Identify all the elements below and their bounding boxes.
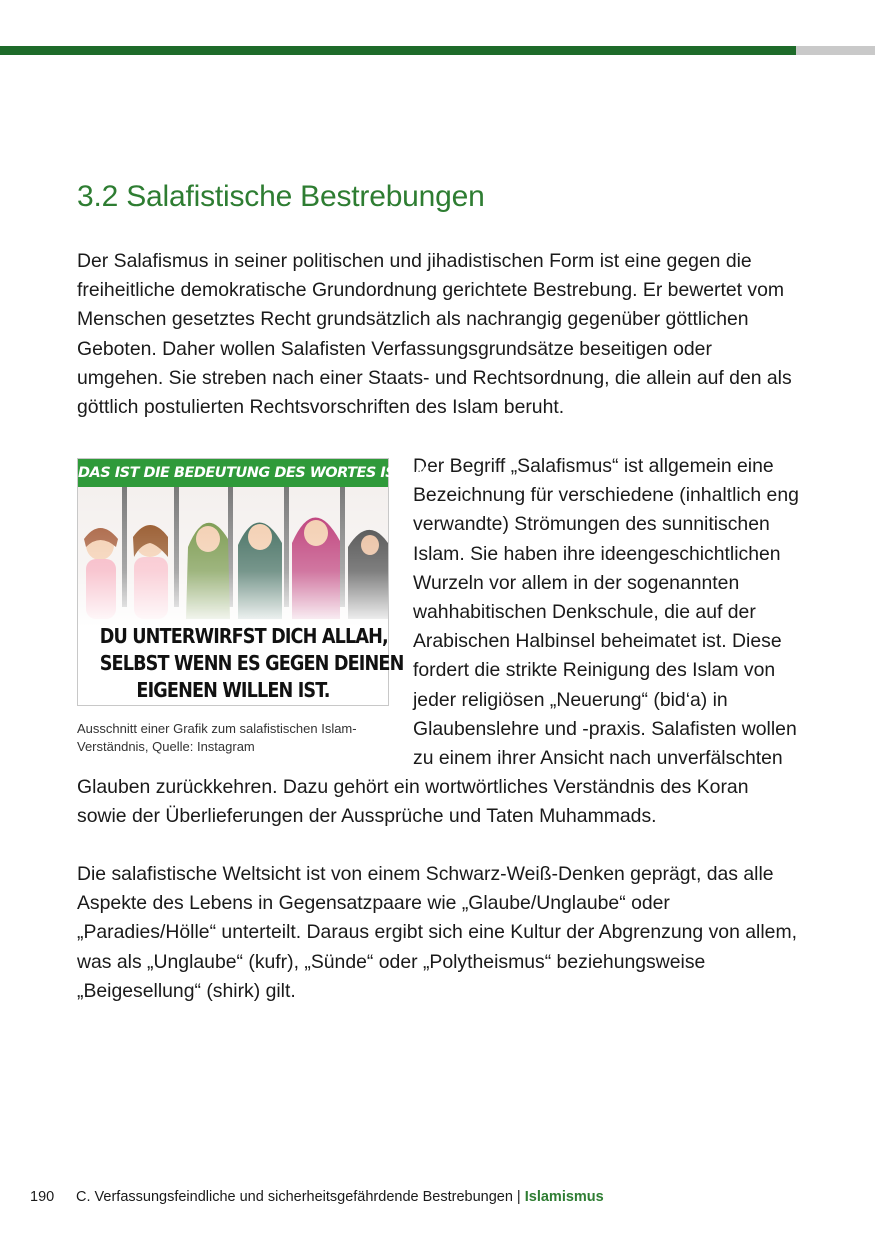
- illustration-image: [78, 487, 388, 627]
- paragraph-definition: Der Begriff „Salafismus“ ist allgemein eine Bezeichnung für verschiedene (inhaltlich eng verwandte) Strömungen des sunnitischen Islam. Sie haben ihre ideengeschichtlichen Wurzeln vor allem in der sogenannten wahhabitischen Denkschule, die auf der Arabischen Halbinsel beheimatet ist. Diese fordert die strikte Reinigung des Islam von jeder religiösen „Neuerung“ (bid‘a) in Glaubenslehre und -praxis. Salafisten wollen zu einem ihrer Ansicht nach unverfälschten Glauben zurückkehren. Dazu gehört ein wortwörtliches Verständnis des Koran sowie der Überlieferungen der Aussprüche und Taten Muhammads.: [77, 455, 799, 828]
- figure-text-block: [77, 452, 799, 832]
- paragraph-worldview: Die salafistische Weltsicht ist von einem Schwarz-Weiß-Denken geprägt, das alle Aspekte des Lebens in Gegensatzpaare wie „Glaube/Unglaube“ oder „Paradies/Hölle“ unterteilt. Daraus ergibt sich eine Kultur der Abgrenzung von allem, was als „Unglaube“ (kufr), „Sünde“ oder „Polytheismus“ beziehungsweise „Beigesellung“ (shirk) gilt.: [77, 863, 797, 1002]
- paragraph-intro: Der Salafismus in seiner politischen und jihadistischen Form ist eine gegen die freiheitliche demokratische Grundordnung gerichtete Bestrebung. Er bewertet vom Menschen gesetztes Recht grundsätzlich als nachrangig gegenüber göttlichen Geboten. Daher wollen Salafisten Verfassungsgrundsätze beseitigen oder umgehen. Sie streben nach einer Staats- und Rechtsordnung, die allein auf den als göttlich postulierten Rechtsvorschriften des Islam beruht.: [77, 250, 792, 419]
- graphic-banner: DAS IST DIE BEDEUTUNG DES WORTES ISLAM: [78, 459, 388, 487]
- instagram-graphic: [77, 458, 429, 706]
- graphic-quote: [99, 623, 404, 704]
- footer-highlight: Islamismus: [524, 1189, 604, 1205]
- top-bar-green: [0, 46, 796, 55]
- graphic-quote-line: EIGENEN WILLEN IST.: [136, 678, 330, 702]
- graphic-quote-line: SELBST WENN ES GEGEN DEINEN: [99, 651, 404, 675]
- section-title: 3.2 Salafistische Bestrebungen: [77, 180, 485, 213]
- page-number: 190: [30, 1189, 55, 1205]
- footer-section: C. Verfassungsfeindliche und sicherheitsgefährdende Bestrebungen |: [76, 1189, 521, 1205]
- page-footer: [30, 1189, 604, 1205]
- graphic-quote-line: DU UNTERWIRFST DICH ALLAH,: [99, 624, 388, 648]
- top-bar-gray: [796, 46, 875, 55]
- figure-caption: Ausschnitt einer Grafik zum salafistischen Islam-Verständnis, Quelle: Instagram: [77, 721, 357, 754]
- figure: [77, 458, 429, 756]
